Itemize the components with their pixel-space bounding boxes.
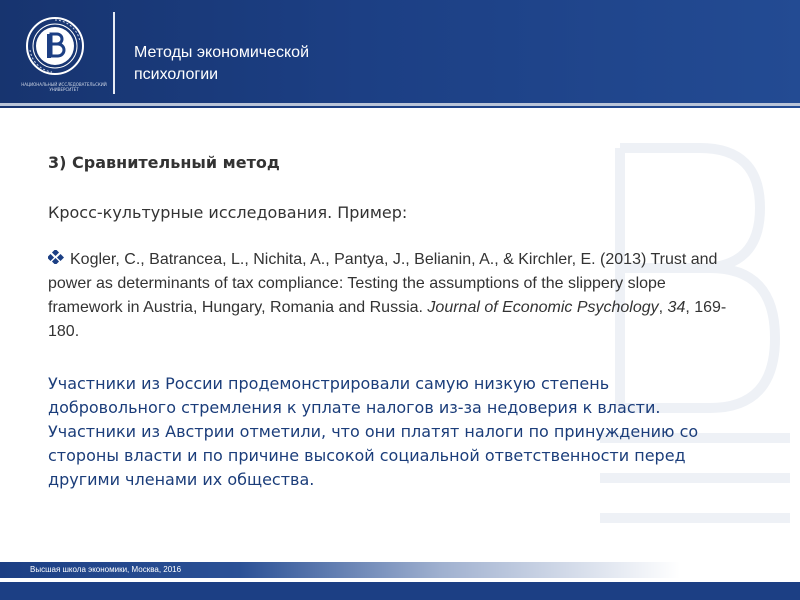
slide-title: Методы экономической психологии	[134, 44, 310, 83]
header-divider	[113, 12, 115, 94]
citation-sep: ,	[658, 299, 668, 316]
citation	[48, 248, 728, 344]
subheading: Кросс-культурные исследования. Пример:	[48, 203, 408, 222]
header-underline	[0, 103, 800, 106]
slide-content	[48, 152, 738, 492]
citation-text: Kogler, C., Batrancea, L., Nichita, A., Pantya, J., Belianin, A., & Kirchler, E. (2013) Trust and power as determinants of tax compliance: Testing the assumptions of the slippery slope framework in Austria, Hungary, Romania and Russia.	[48, 251, 718, 316]
findings-paragraph: Участники из России продемонстрировали самую низкую степень добровольного стремления к уплате налогов из-за недоверия к власти. Участники из Австрии отметили, что они платят налоги по принуждению со стороны власти и по причине высокой социальной ответственности перед другими членами их общества.	[48, 374, 699, 489]
footer-text: Высшая школа экономики, Москва, 2016	[30, 565, 182, 574]
hse-logo	[22, 14, 110, 92]
logo-caption: НАЦИОНАЛЬНЫЙ ИССЛЕДОВАТЕЛЬСКИЙ УНИВЕРСИТЕТ	[21, 82, 107, 92]
bottom-band	[0, 582, 800, 600]
header-band	[0, 0, 800, 108]
section-heading: 3) Сравнительный метод	[48, 153, 280, 172]
citation-journal: Journal of Economic Psychology	[427, 299, 659, 316]
citation-pages: , 169-180.	[48, 299, 727, 340]
footer-band	[0, 562, 800, 578]
diamond-bullet-icon	[48, 248, 70, 272]
citation-volume: 34	[667, 299, 686, 316]
hse-logo-icon	[22, 14, 110, 92]
